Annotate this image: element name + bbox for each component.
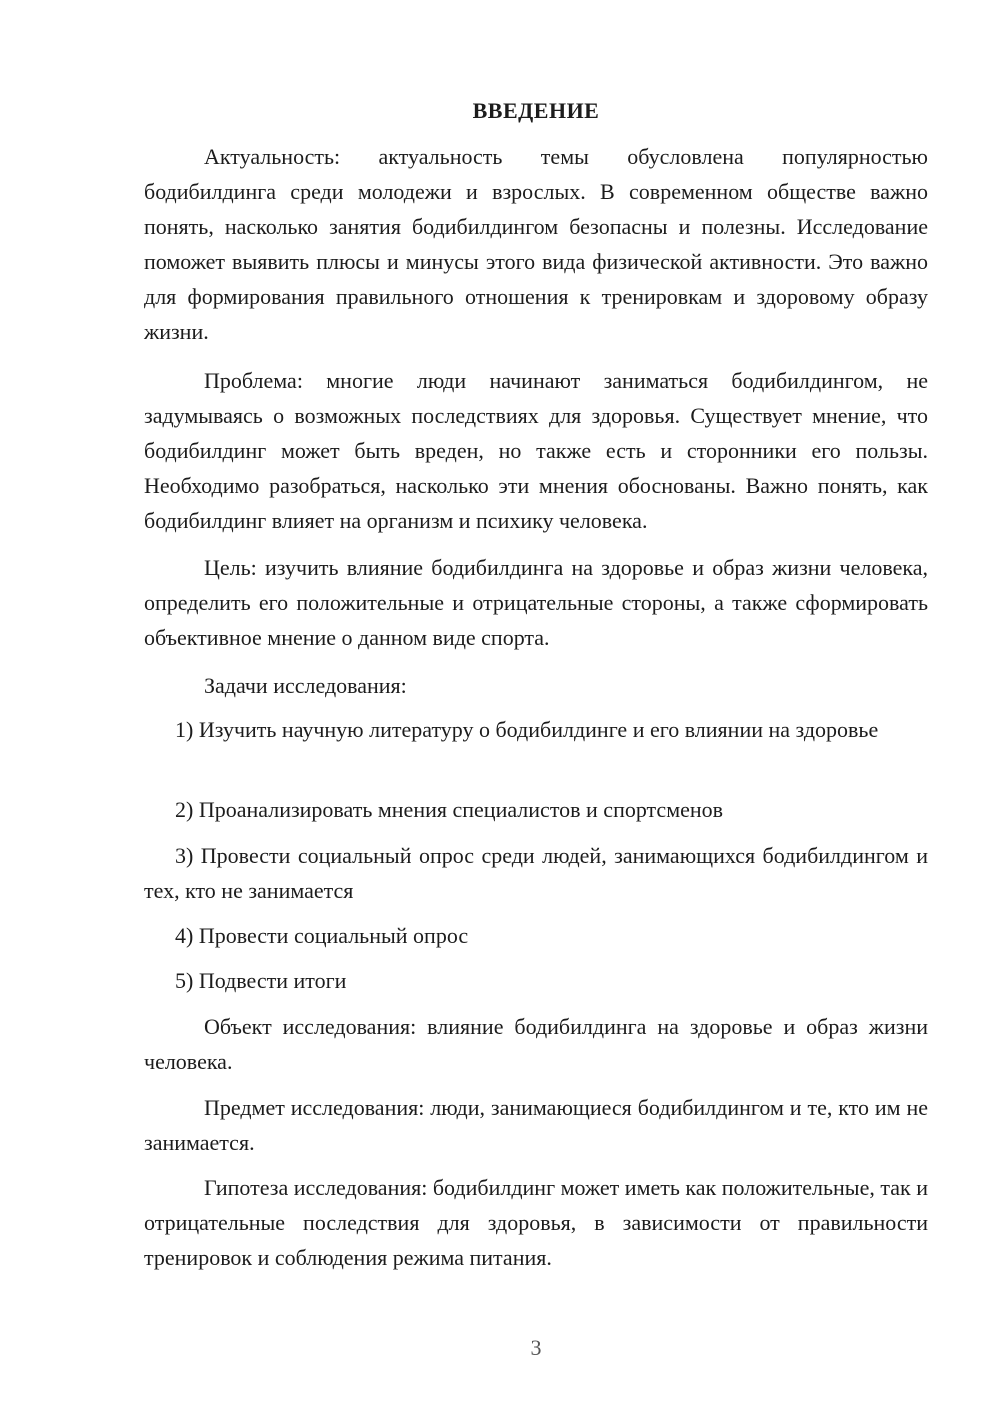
- page-title: ВВЕДЕНИЕ: [472, 98, 600, 123]
- paragraph-problem: Проблема: многие люди начинают заниматься бодибилдингом, не задумываясь о возможных последствиях для здоровья. Существует мнение, что бодибилдинг может быть вреден, но также есть и сторонники его пользы. Необходимо разобраться, насколько эти мнения обоснованы. Важно понять, как бодибилдинг влияет на организм и психику человека.: [144, 368, 928, 533]
- paragraph-subject: Предмет исследования: люди, занимающиеся бодибилдингом и те, кто им не занимается.: [144, 1095, 928, 1155]
- task-item-5: 5) Подвести итоги: [175, 968, 347, 993]
- task-item-3: 3) Провести социальный опрос среди людей, занимающихся бодибилдингом и тех, кто не занимается: [144, 843, 928, 903]
- paragraph-relevance: Актуальность: актуальность темы обусловлена популярностью бодибилдинга среди молодежи и взрослых. В современном обществе важно понять, насколько занятия бодибилдингом безопасны и полезны. Исследование поможет выявить плюсы и минусы этого вида физической активности. Это важно для формирования правильного отношения к тренировкам и здоровому образу жизни.: [144, 144, 928, 344]
- task-item-1: 1) Изучить научную литературу о бодибилдинге и его влиянии на здоровье: [175, 717, 879, 742]
- paragraph-hypothesis: Гипотеза исследования: бодибилдинг может иметь как положительные, так и отрицательные последствия для здоровья, в зависимости от правильности тренировок и соблюдения режима питания.: [144, 1175, 928, 1270]
- page-number: 3: [530, 1335, 542, 1360]
- paragraph-goal: Цель: изучить влияние бодибилдинга на здоровье и образ жизни человека, определить его положительные и отрицательные стороны, а также сформировать объективное мнение о данном виде спорта.: [144, 555, 928, 650]
- task-item-2: 2) Проанализировать мнения специалистов и спортсменов: [175, 797, 724, 822]
- task-item-4: 4) Провести социальный опрос: [175, 923, 469, 948]
- paragraph-object: Объект исследования: влияние бодибилдинга на здоровье и образ жизни человека.: [144, 1014, 928, 1074]
- tasks-heading: Задачи исследования:: [204, 673, 407, 698]
